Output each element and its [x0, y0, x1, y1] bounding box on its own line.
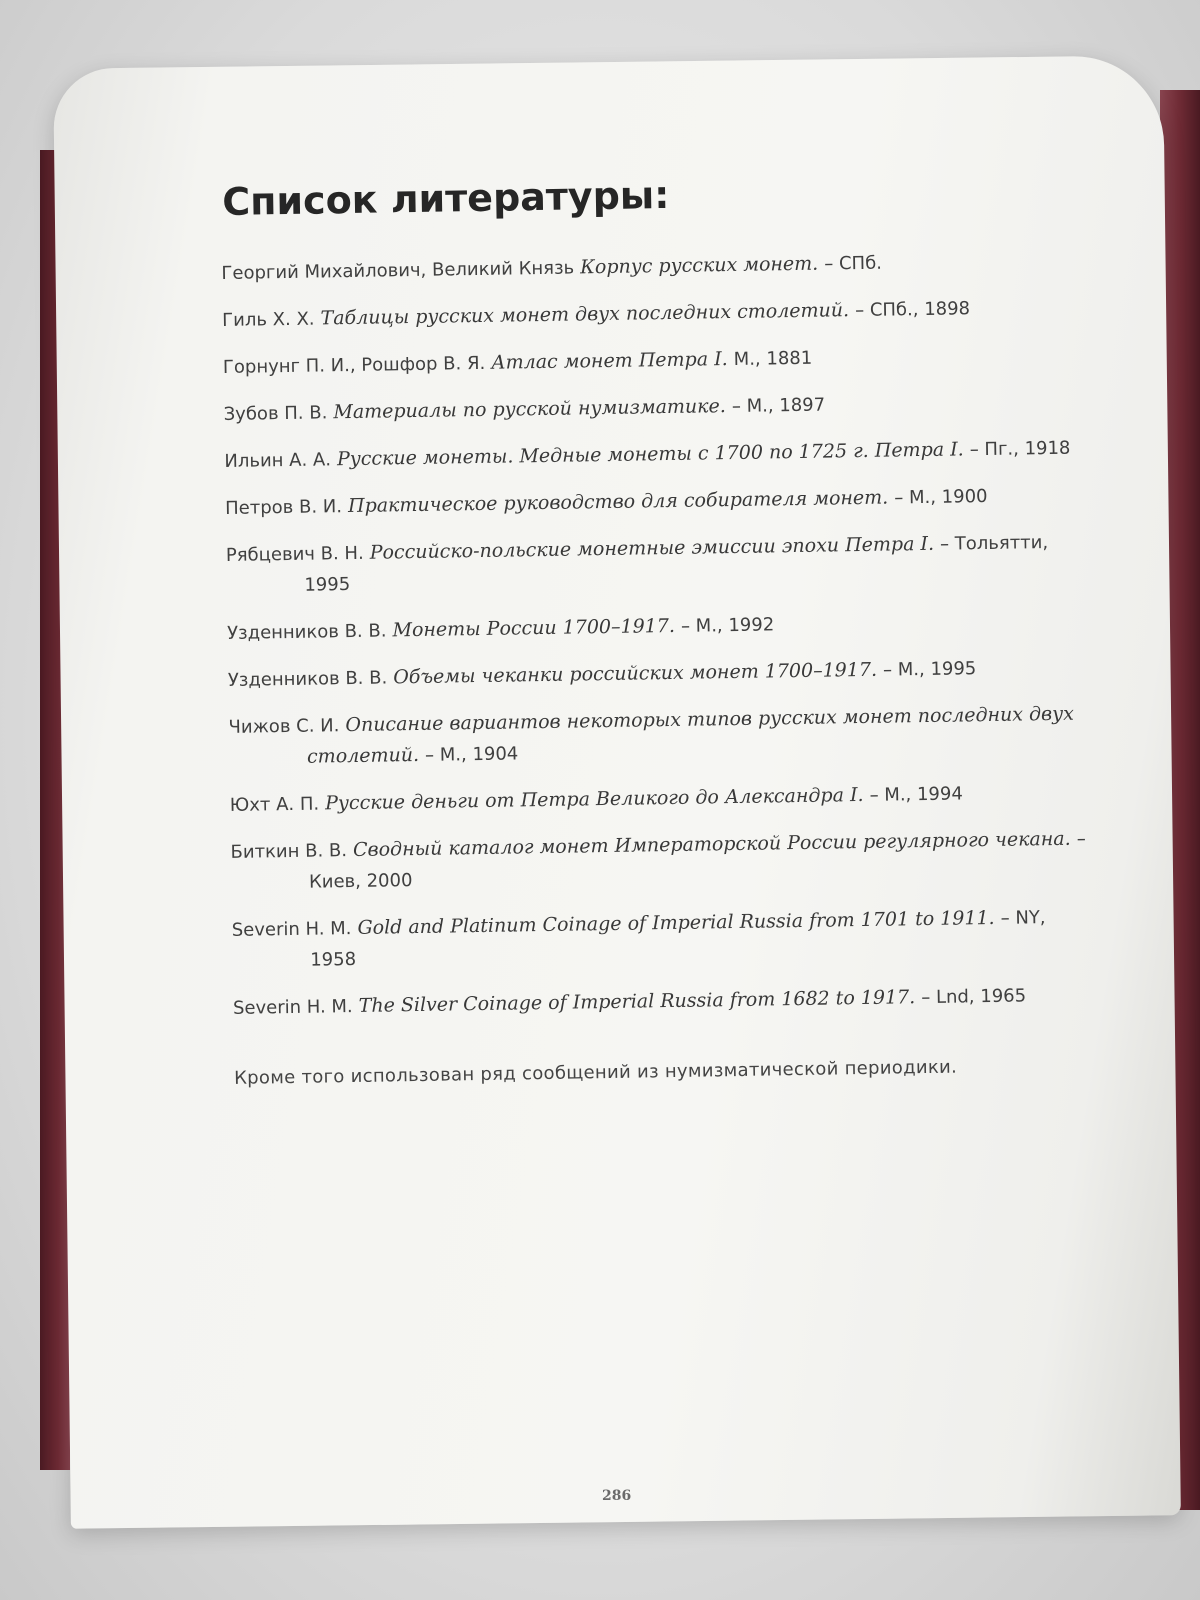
entry-author: Биткин В. В.	[230, 840, 348, 863]
entry-title: Объемы чеканки российских монет 1700–1917.	[393, 658, 878, 689]
entry-imprint: – Киев, 2000	[308, 828, 1086, 893]
bibliography-entry	[223, 385, 1083, 430]
bibliography-entry	[221, 244, 1081, 289]
footnote-text: Кроме того использован ряд сообщений из нумизматической периодики.	[233, 1056, 958, 1089]
entry-imprint: – Lnd, 1965	[921, 985, 1027, 1009]
entry-author: Ильин А. А.	[224, 449, 332, 472]
entry-author: Severin H. M.	[231, 918, 352, 941]
bibliography-entry	[230, 776, 1090, 821]
bibliography-entry	[222, 291, 1082, 336]
entry-author: Гиль Х. Х.	[222, 308, 315, 331]
entry-title: Атлас монет Петра I.	[491, 348, 728, 374]
entry-title: Gold and Platinum Coinage of Imperial Russia from 1701 to 1911.	[357, 906, 995, 939]
entry-title: Русские деньги от Петра Великого до Александра I.	[324, 783, 864, 815]
bibliography-entry	[224, 432, 1084, 477]
entry-title: Русские монеты. Медные монеты с 1700 по 1725 г. Петра I.	[336, 438, 964, 471]
page-number: 286	[602, 1488, 632, 1504]
entry-author: Узденников В. В.	[227, 667, 388, 691]
bibliography-entry	[230, 823, 1091, 899]
entry-imprint: – NY, 1958	[310, 907, 1046, 971]
entry-author: Георгий Михайлович, Великий Князь	[221, 257, 575, 284]
entry-title: Сводный каталог монет Императорской России регулярного чекана.	[352, 827, 1071, 861]
bibliography-list	[221, 244, 1093, 1023]
entry-imprint: – М., 1897	[731, 394, 826, 417]
entry-title: Таблицы русских монет двух последних столетий.	[320, 299, 850, 330]
entry-title: Описание вариантов некоторых типов русских монет последних двух столетий.	[306, 702, 1075, 768]
entry-imprint: – М., 1904	[424, 743, 519, 766]
bibliography-entry	[223, 338, 1083, 383]
entry-title: The Silver Coinage of Imperial Russia from 1682 to 1917.	[358, 986, 916, 1017]
entry-author: Петров В. И.	[224, 496, 343, 519]
entry-author: Юхт А. П.	[229, 793, 320, 816]
entry-imprint: – М., 1994	[869, 783, 963, 806]
bibliography-entry	[228, 651, 1088, 696]
entry-title: Практическое руководство для собирателя монет.	[347, 486, 889, 518]
entry-author: Рябцевич В. Н.	[225, 542, 364, 566]
bibliography-entry	[227, 604, 1087, 649]
entry-imprint: – СПб., 1898	[854, 298, 971, 322]
entry-imprint: – СПб.	[824, 252, 883, 275]
entry-imprint: – М., 1995	[882, 658, 977, 681]
page-title: Список литературы:	[221, 172, 670, 224]
entry-title: Монеты России 1700–1917.	[392, 614, 676, 642]
entry-title: Материалы по русской нумизматике.	[333, 395, 727, 424]
bibliography-entry	[228, 698, 1089, 774]
bibliography-entry	[232, 901, 1093, 977]
bibliography-entry	[233, 979, 1093, 1024]
entry-imprint: М., 1881	[733, 347, 813, 370]
bibliography-entry	[225, 479, 1085, 524]
entry-author: Зубов П. В.	[223, 402, 328, 425]
page-content	[220, 166, 1094, 1106]
entry-imprint: – Тольятти, 1995	[304, 532, 1049, 596]
bibliography-entry	[226, 526, 1087, 602]
entry-author: Чижов С. И.	[228, 715, 340, 738]
entry-imprint: – М., 1900	[894, 485, 988, 509]
entry-author: Узденников В. В.	[226, 620, 387, 644]
entry-imprint: – Пг., 1918	[969, 437, 1071, 461]
entry-title: Корпус русских монет.	[580, 252, 819, 279]
entry-author: Severin H. M.	[232, 996, 353, 1019]
entry-title: Российско-польские монетные эмиссии эпохи Петра I.	[369, 532, 935, 564]
entry-author: Горнунг П. И., Рошфор В. Я.	[222, 352, 486, 378]
entry-imprint: – М., 1992	[680, 614, 775, 637]
